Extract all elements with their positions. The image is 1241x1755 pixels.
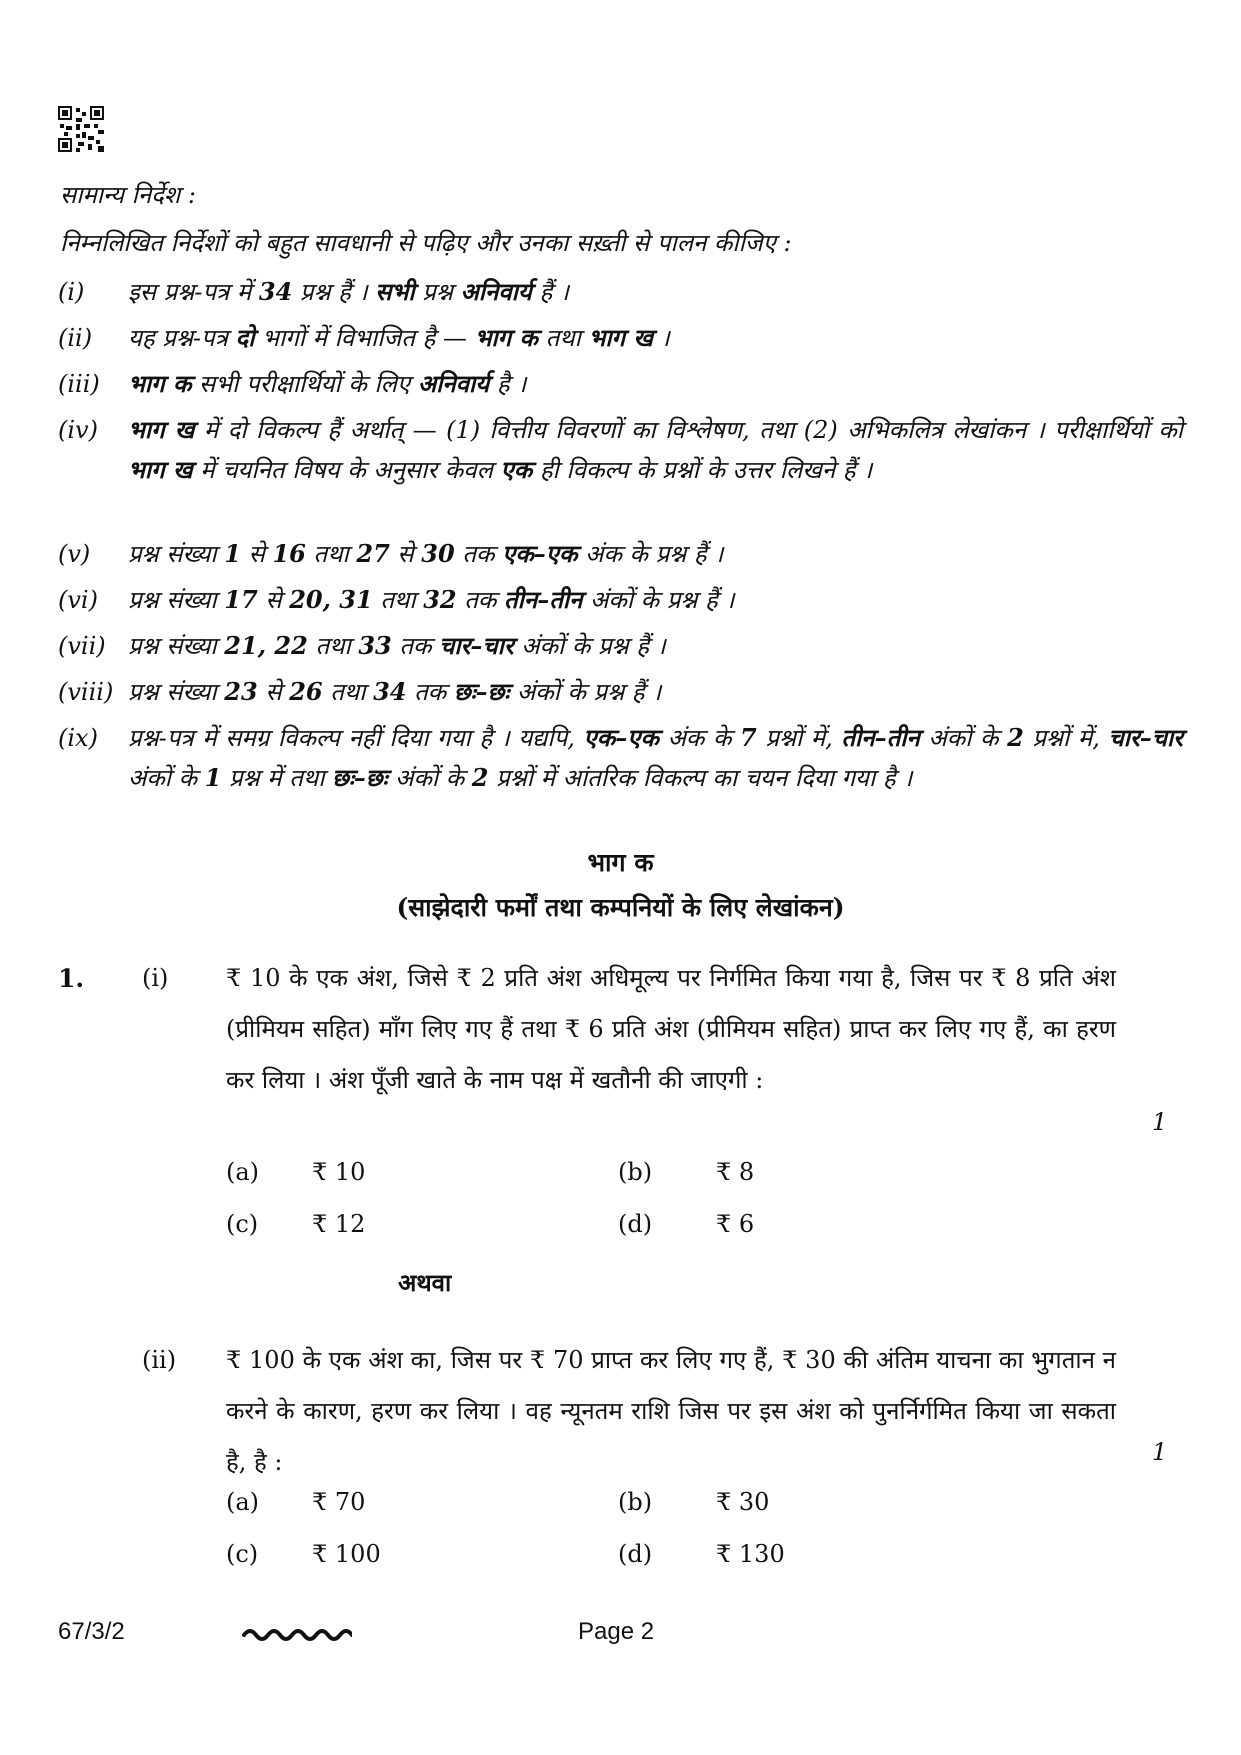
- or-divider: अथवा: [398, 1268, 452, 1297]
- option-label: (a): [226, 1488, 260, 1516]
- instruction-number: (vi): [58, 586, 98, 614]
- instruction-number: (ii): [58, 324, 93, 352]
- option-value: ₹ 12: [312, 1210, 366, 1238]
- instruction-number: (i): [58, 278, 85, 306]
- option-value: ₹ 70: [312, 1488, 366, 1516]
- instructions-intro: निम्नलिखित निर्देशों को बहुत सावधानी से पढ़िए और उनका सख़्ती से पालन कीजिए :: [60, 229, 792, 257]
- option-value: ₹ 100: [312, 1540, 381, 1568]
- option-label: (b): [618, 1488, 653, 1516]
- instruction-text: यह प्रश्न-पत्र दो भागों में विभाजित है — भाग क तथा भाग ख ।: [128, 323, 670, 352]
- instruction-text: प्रश्न-पत्र में समग्र विकल्प नहीं दिया गया है । यद्यपि, एक–एक अंक के 7 प्रश्नों में, तीन–तीन अंकों के 2 प्रश्नों में, चार–चार अंकों के 1 प्रश्न में तथा छः–छः अंकों के 2 प्रश्नों में आंतरिक विकल्प का चयन दिया गया है ।: [128, 723, 1183, 792]
- question-marks: 1: [1152, 1108, 1168, 1136]
- option-label: (d): [618, 1210, 653, 1238]
- section-subtitle: (साझेदारी फर्मों तथा कम्पनियों के लिए लेखांकन): [396, 893, 845, 922]
- paper-code: 67/3/2: [58, 1618, 125, 1645]
- instruction-number: (ix): [58, 724, 98, 752]
- question-text: ₹ 100 के एक अंश का, जिस पर ₹ 70 प्राप्त कर लिए गए हैं, ₹ 30 की अंतिम याचना का भुगतान न करने के कारण, हरण कर लिया । वह न्यूनतम राशि जिस पर इस अंश को पुनर्निर्गमित किया जा सकता है, है :: [226, 1346, 1116, 1476]
- question-text: ₹ 10 के एक अंश, जिसे ₹ 2 प्रति अंश अधिमूल्य पर निर्गमित किया गया है, जिस पर ₹ 8 प्रति अंश (प्रीमियम सहित) माँग लिए गए हैं तथा ₹ 6 प्रति अंश (प्रीमियम सहित) प्राप्त कर लिए गए हैं, का हरण कर लिया । अंश पूँजी खाते के नाम पक्ष में खतौनी की जाएगी :: [226, 964, 1116, 1094]
- option-value: ₹ 6: [716, 1210, 755, 1238]
- question-part-label: (i): [142, 964, 169, 992]
- option-value: ₹ 30: [716, 1488, 770, 1516]
- instruction-text: प्रश्न संख्या 23 से 26 तथा 34 तक छः–छः अंकों के प्रश्न हैं ।: [128, 677, 662, 706]
- page-number: Page 2: [578, 1618, 655, 1645]
- instruction-text: भाग क सभी परीक्षार्थियों के लिए अनिवार्य है ।: [128, 369, 527, 398]
- option-label: (d): [618, 1540, 653, 1568]
- instruction-number: (v): [58, 540, 91, 568]
- instruction-number: (vii): [58, 632, 106, 660]
- instruction-text: प्रश्न संख्या 17 से 20, 31 तथा 32 तक तीन–तीन अंकों के प्रश्न हैं ।: [128, 585, 735, 614]
- section-title: भाग क: [587, 848, 654, 877]
- question-number: 1.: [58, 964, 85, 993]
- instruction-text: प्रश्न संख्या 1 से 16 तथा 27 से 30 तक एक–एक अंक के प्रश्न हैं ।: [128, 539, 724, 568]
- question-marks: 1: [1152, 1438, 1168, 1466]
- option-label: (c): [226, 1210, 259, 1238]
- option-value: ₹ 8: [716, 1158, 755, 1186]
- instruction-number: (viii): [58, 678, 114, 706]
- option-label: (b): [618, 1158, 653, 1186]
- instruction-text: प्रश्न संख्या 21, 22 तथा 33 तक चार–चार अंकों के प्रश्न हैं ।: [128, 631, 666, 660]
- question-part-label: (ii): [142, 1346, 177, 1374]
- option-value: ₹ 130: [716, 1540, 785, 1568]
- instruction-text: भाग ख में दो विकल्प हैं अर्थात् — (1) वित्तीय विवरणों का विश्लेषण, तथा (2) अभिकलित्र लेखांकन । परीक्षार्थियों को भाग ख में चयनित विषय के अनुसार केवल एक ही विकल्प के प्रश्नों के उत्तर लिखने हैं ।: [128, 415, 1183, 484]
- option-label: (a): [226, 1158, 260, 1186]
- instruction-text: इस प्रश्न-पत्र में 34 प्रश्न हैं । सभी प्रश्न अनिवार्य हैं ।: [128, 277, 569, 306]
- instructions-title: सामान्य निर्देश :: [60, 181, 196, 209]
- instruction-number: (iii): [58, 370, 100, 398]
- instruction-number: (iv): [58, 416, 98, 444]
- qr-code-icon: [58, 106, 104, 152]
- option-value: ₹ 10: [312, 1158, 366, 1186]
- option-label: (c): [226, 1540, 259, 1568]
- wave-decoration-icon: [240, 1624, 352, 1646]
